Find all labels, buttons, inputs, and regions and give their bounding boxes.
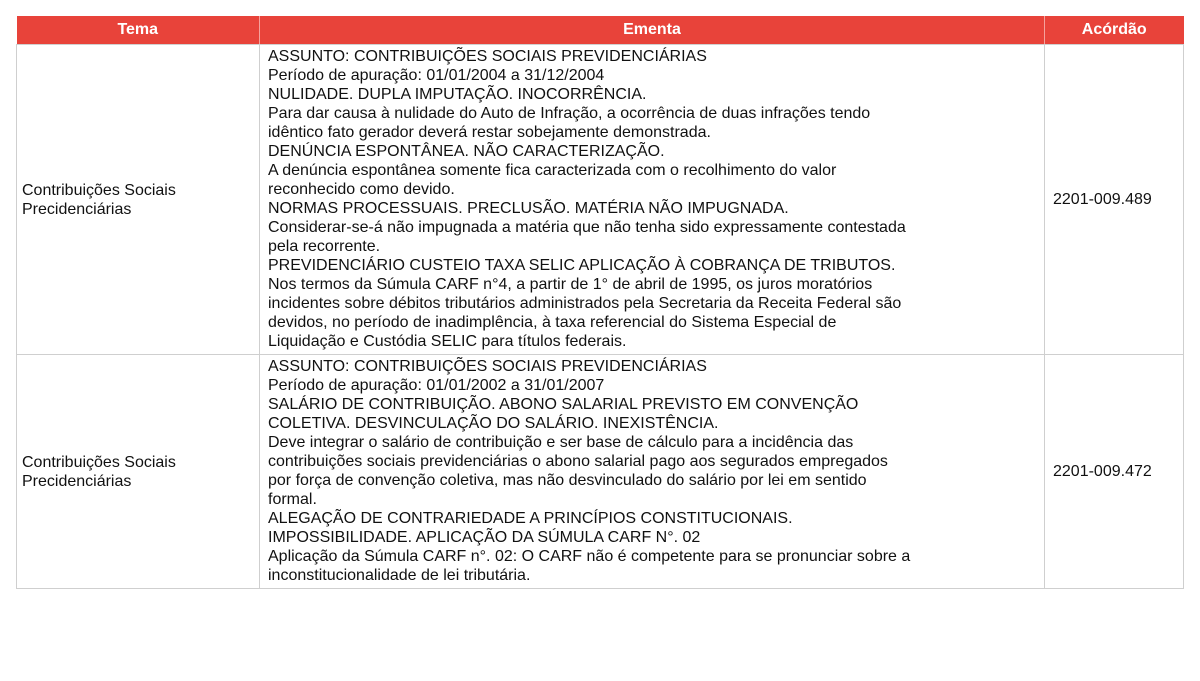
acordao-cell: 2201-009.489 [1045,45,1184,355]
ementa-line: NORMAS PROCESSUAIS. PRECLUSÃO. MATÉRIA NÃO IMPUGNADA. [268,200,789,217]
ementa-line: devidos, no período de inadimplência, à taxa referencial do Sistema Especial de [268,314,837,331]
tema-line: Contribuições Sociais [22,453,176,471]
ementa-line: DENÚNCIA ESPONTÂNEA. NÃO CARACTERIZAÇÃO. [268,143,665,160]
tema-cell [17,45,260,355]
ementa-line: Período de apuração: 01/01/2004 a 31/12/2004 [268,67,605,84]
jurisprudence-table [16,16,1184,589]
acordao-cell: 2201-009.472 [1045,355,1184,589]
ementa-cell [260,355,1045,589]
table-row [17,45,1184,355]
ementa-line: COLETIVA. DESVINCULAÇÃO DO SALÁRIO. INEXISTÊNCIA. [268,415,719,432]
ementa-line: formal. [268,491,317,508]
ementa-line: ASSUNTO: CONTRIBUIÇÕES SOCIAIS PREVIDENCIÁRIAS [268,358,707,375]
ementa-line: A denúncia espontânea somente fica caracterizada com o recolhimento do valor [268,162,837,179]
ementa-line: Deve integrar o salário de contribuição e ser base de cálculo para a incidência das [268,434,854,451]
tema-line: Contribuições Sociais [22,181,176,199]
ementa-line: Liquidação e Custódia SELIC para títulos federais. [268,333,627,350]
ementa-line: IMPOSSIBILIDADE. APLICAÇÃO DA SÚMULA CARF N°. 02 [268,529,701,546]
column-header-tema: Tema [17,16,260,45]
tema-line: Precidenciárias [22,472,132,490]
ementa-line: Período de apuração: 01/01/2002 a 31/01/2007 [268,377,605,394]
ementa-line: ASSUNTO: CONTRIBUIÇÕES SOCIAIS PREVIDENCIÁRIAS [268,48,707,65]
ementa-line: Aplicação da Súmula CARF n°. 02: O CARF não é competente para se pronunciar sobre a [268,548,911,565]
column-header-ementa: Ementa [260,16,1045,45]
ementa-line: por força de convenção coletiva, mas não desvinculado do salário por lei em sentido [268,472,867,489]
ementa-line: Nos termos da Súmula CARF n°4, a partir de 1° de abril de 1995, os juros moratórios [268,276,873,293]
table-row [17,355,1184,589]
tema-cell [17,355,260,589]
ementa-cell [260,45,1045,355]
ementa-line: pela recorrente. [268,238,381,255]
table-header-row [17,16,1184,45]
ementa-line: NULIDADE. DUPLA IMPUTAÇÃO. INOCORRÊNCIA. [268,86,647,103]
ementa-line: SALÁRIO DE CONTRIBUIÇÃO. ABONO SALARIAL PREVISTO EM CONVENÇÃO [268,396,859,413]
ementa-line: Para dar causa à nulidade do Auto de Infração, a ocorrência de duas infrações tendo [268,105,871,122]
ementa-line: ALEGAÇÃO DE CONTRARIEDADE A PRINCÍPIOS CONSTITUCIONAIS. [268,510,793,527]
ementa-line: reconhecido como devido. [268,181,455,198]
ementa-line: contribuições sociais previdenciárias o abono salarial pago aos segurados empregados [268,453,888,470]
ementa-line: Considerar-se-á não impugnada a matéria que não tenha sido expressamente contestada [268,219,906,236]
ementa-line: inconstitucionalidade de lei tributária. [268,567,531,584]
ementa-line: incidentes sobre débitos tributários administrados pela Secretaria da Receita Federal são [268,295,902,312]
ementa-line: idêntico fato gerador deverá restar sobejamente demonstrada. [268,124,711,141]
column-header-acordao: Acórdão [1045,16,1184,45]
ementa-line: PREVIDENCIÁRIO CUSTEIO TAXA SELIC APLICAÇÃO À COBRANÇA DE TRIBUTOS. [268,257,896,274]
jurisprudence-table-container [16,16,1183,589]
tema-line: Precidenciárias [22,200,132,218]
